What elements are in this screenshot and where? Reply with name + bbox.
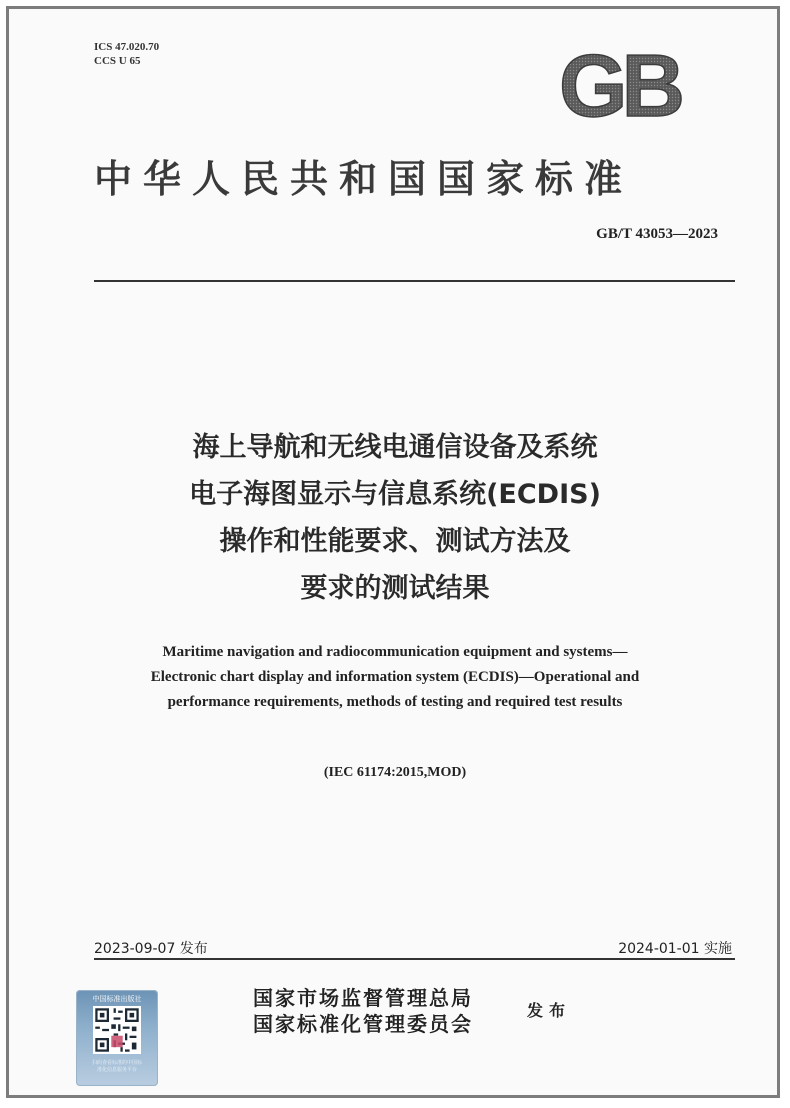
english-title (0, 640, 790, 715)
ics-code: ICS 47.020.70 (94, 41, 160, 53)
chinese-title-line: 要求的测试结果 (300, 573, 490, 604)
top-divider (94, 280, 735, 282)
adoption-note: (IEC 61174:2015,MOD) (323, 765, 467, 780)
chinese-title-line: 海上导航和无线电通信设备及系统 (192, 432, 598, 463)
sticker-footer-line: 准化信息服务平台 (96, 1067, 137, 1073)
classification-codes (94, 40, 159, 68)
chinese-title-line: 操作和性能要求、测试方法及 (219, 526, 571, 557)
bottom-divider (94, 958, 735, 960)
effective-date: 2024-01-01 实施 (618, 941, 732, 957)
chinese-title-line: 电子海图显示与信息系统(ECDIS) (189, 479, 601, 510)
issuing-organizations (253, 985, 473, 1037)
sticker-header: 中国标准出版社 (92, 995, 142, 1003)
sticker-footer (79, 1060, 155, 1074)
publish-label: 发布 (527, 1001, 572, 1020)
gb-logo-text: GB (559, 48, 679, 122)
issuer-samr: 国家市场监督管理总局 (253, 986, 473, 1010)
english-title-line: performance requirements, methods of testing and required test results (167, 694, 623, 710)
issuer-sac: 国家标准化管理委员会 (253, 1012, 473, 1036)
standard-type-title: 中华人民共和国国家标准 (94, 157, 634, 201)
chinese-title (0, 424, 790, 612)
issue-date: 2023-09-07 发布 (94, 941, 208, 957)
sticker-footer-line: 扫码查看标准的中国标 (91, 1060, 142, 1066)
ccs-code: CCS U 65 (94, 55, 141, 67)
english-title-line: Electronic chart display and information system (ECDIS)—Operational and (150, 669, 640, 685)
english-title-line: Maritime navigation and radiocommunication equipment and systems— (162, 644, 628, 660)
gb-logo (536, 48, 702, 122)
anti-counterfeit-sticker[interactable] (76, 990, 158, 1086)
standard-number: GB/T 43053—2023 (596, 226, 718, 242)
qr-code-icon[interactable] (93, 1006, 141, 1054)
